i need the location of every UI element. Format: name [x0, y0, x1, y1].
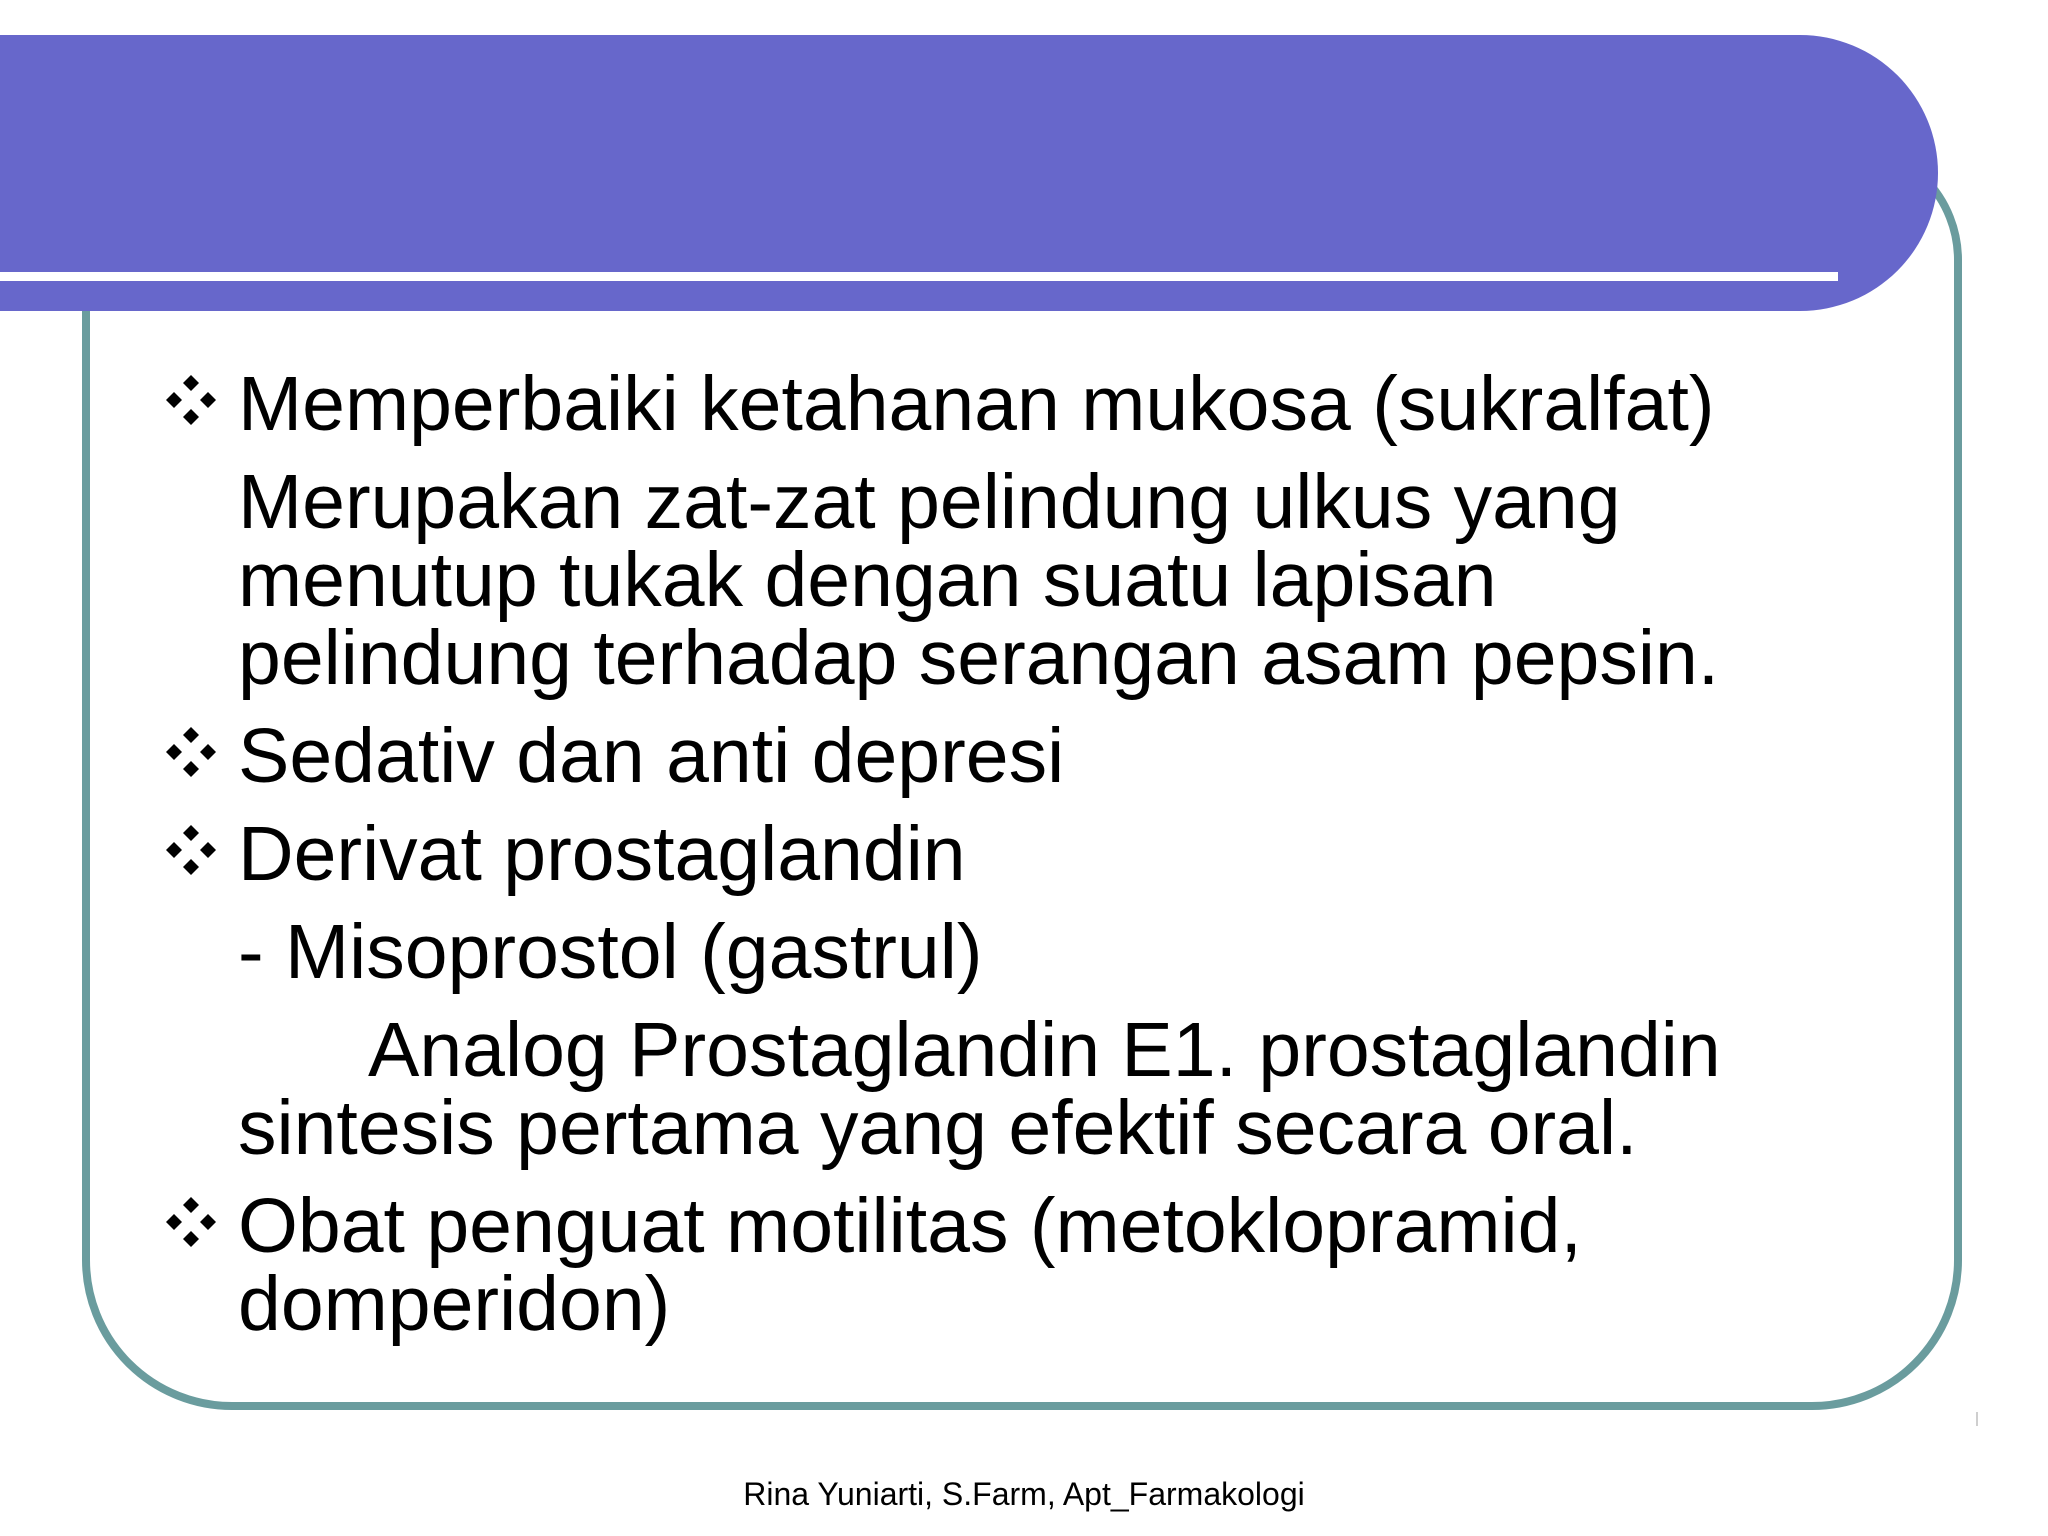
bullet-item-motilitas	[160, 1183, 1920, 1347]
diamond-bullet-icon	[164, 823, 218, 877]
header-band	[0, 35, 1938, 311]
header-rule	[0, 272, 1838, 281]
diamond-bullet-icon	[164, 725, 218, 779]
bullet-item-mukosa	[160, 361, 1920, 447]
paragraph-line: sintesis pertama yang efektif secara oral.	[238, 1085, 1638, 1171]
bullet-text: Sedativ dan anti depresi	[238, 713, 1065, 799]
bullet-text: Obat penguat motilitas (metoklopramid,	[238, 1183, 1582, 1269]
bullet-text: domperidon)	[238, 1261, 671, 1347]
slide-footer: Rina Yuniarti, S.Farm, Apt_Farmakologi	[743, 1476, 1305, 1512]
slide-content	[160, 361, 1920, 1363]
bullet-text: Memperbaiki ketahanan mukosa (sukralfat)	[238, 361, 1715, 447]
bullet-item-prostaglandin	[160, 811, 1920, 897]
paragraph-line: pelindung terhadap serangan asam pepsin.	[238, 615, 1720, 701]
bullet-text: Derivat prostaglandin	[238, 811, 966, 897]
paragraph-sukralfat	[160, 459, 1920, 701]
side-mark	[1976, 1412, 1978, 1426]
subitem-misoprostol	[160, 909, 1920, 995]
paragraph-line: Analog Prostaglandin E1. prostaglandin	[368, 1007, 1721, 1093]
diamond-bullet-icon	[164, 1195, 218, 1249]
bullet-item-sedativ	[160, 713, 1920, 799]
paragraph-line: Merupakan zat-zat pelindung ulkus yang	[238, 459, 1621, 545]
paragraph-analog	[160, 1007, 1920, 1171]
subitem-text: - Misoprostol (gastrul)	[238, 909, 983, 995]
paragraph-line: menutup tukak dengan suatu lapisan	[238, 537, 1497, 623]
diamond-bullet-icon	[164, 373, 218, 427]
